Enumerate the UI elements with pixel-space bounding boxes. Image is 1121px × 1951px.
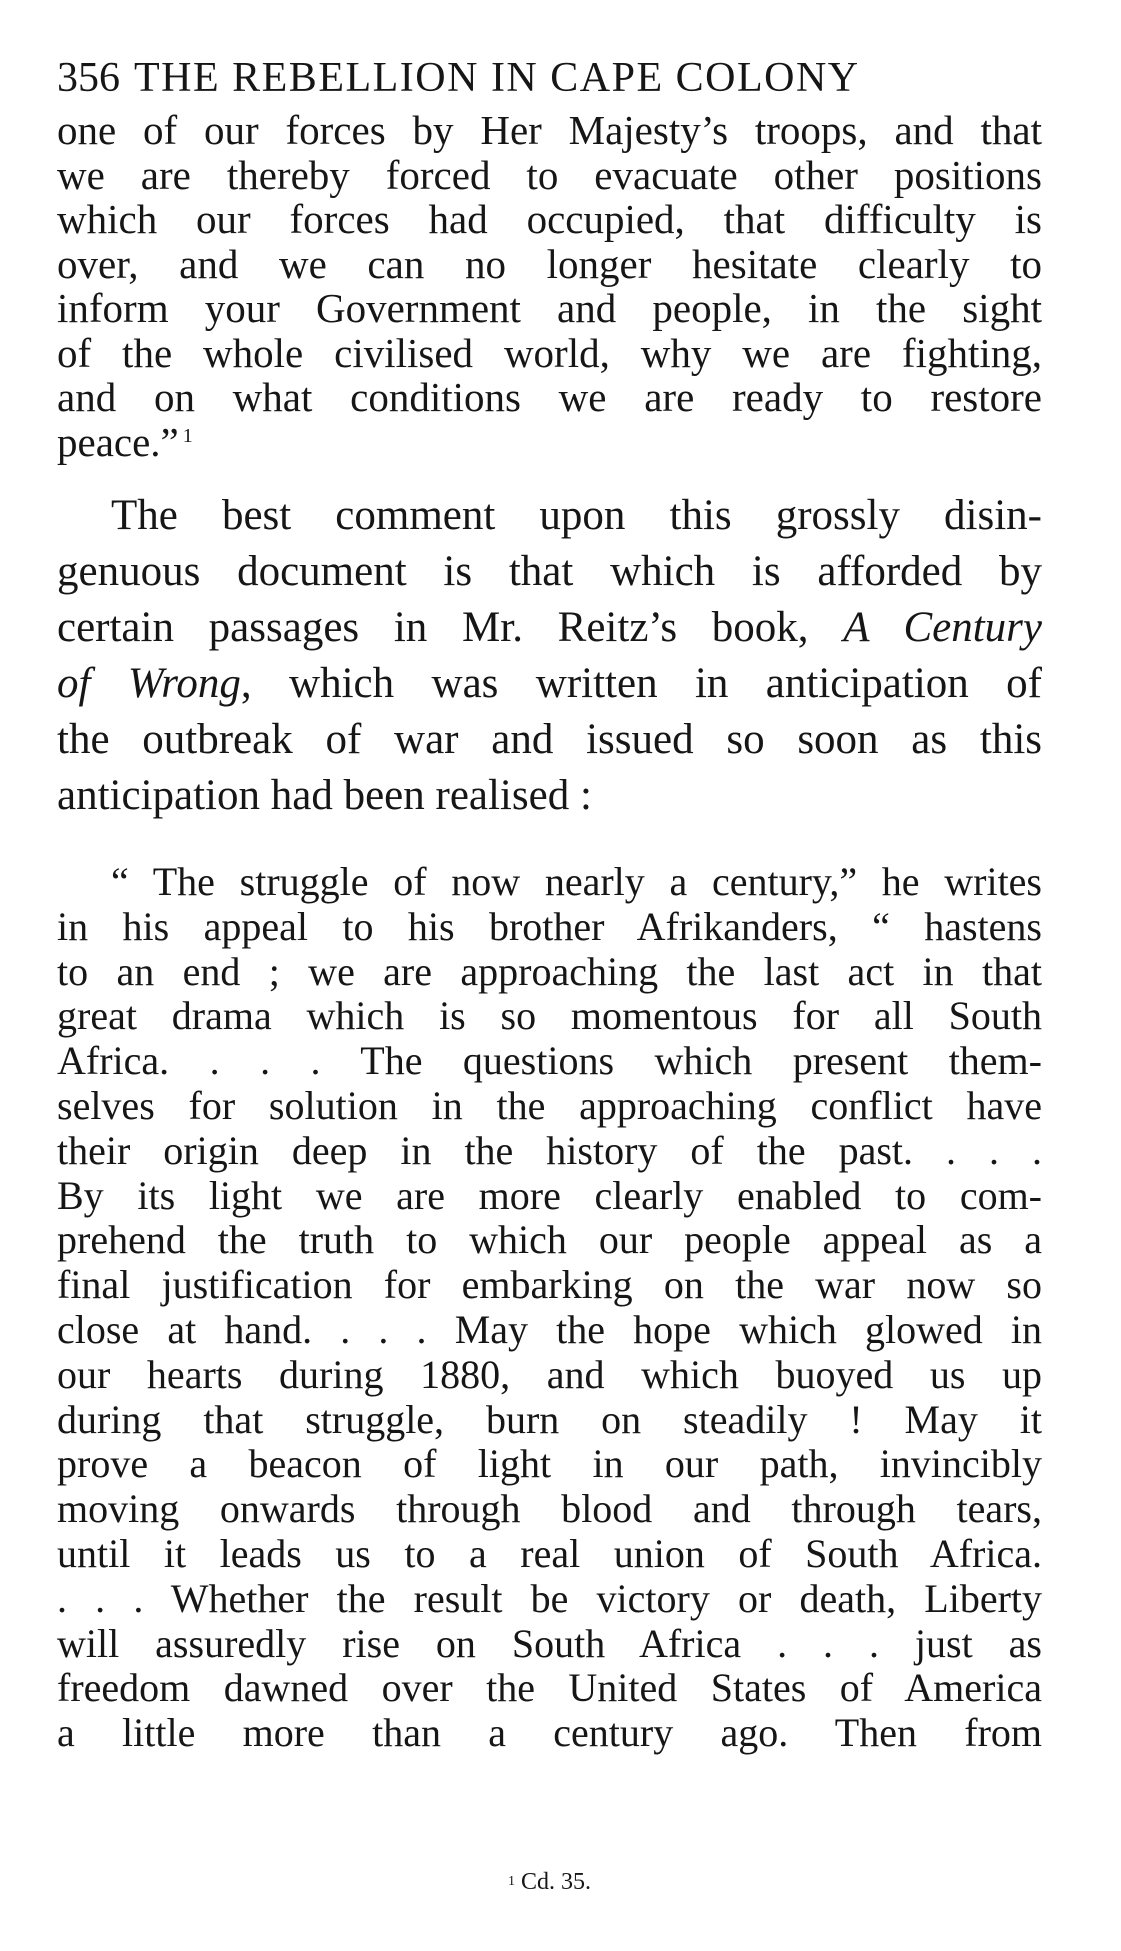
text-line: final justification for embarking on the war now so bbox=[57, 1262, 1042, 1308]
text-line: during that struggle, burn on steadily ! May it bbox=[57, 1396, 1042, 1442]
footnote-reference-mark: 1 bbox=[182, 424, 193, 447]
text-line-last: anticipation had been realised : bbox=[57, 772, 592, 819]
text-line: freedom dawned over the United States of America bbox=[57, 1665, 1042, 1711]
footnote bbox=[57, 1867, 1042, 1897]
text-line-last bbox=[57, 420, 1042, 465]
text-line: By its light we are more clearly enabled to com- bbox=[57, 1172, 1042, 1218]
quote-end-text: peace.” bbox=[57, 418, 179, 465]
paragraph-continued-quote bbox=[57, 108, 1042, 464]
book-title-italic: A Century bbox=[843, 604, 1042, 651]
text-line: The best comment upon this grossly disin- bbox=[111, 492, 1042, 539]
text-line: prove a beacon of light in our path, invincibly bbox=[57, 1441, 1042, 1487]
text-line bbox=[57, 600, 1042, 656]
running-title: THE REBELLION IN CAPE COLONY bbox=[134, 55, 860, 101]
text-line: over, and we can no longer hesitate clearly to bbox=[57, 240, 1042, 287]
text-line: genuous document is that which is afforded by bbox=[57, 548, 1042, 595]
running-header bbox=[57, 52, 1042, 104]
text-line: to an end ; we are approaching the last act in that bbox=[57, 948, 1042, 994]
text-line: Africa. . . . The questions which present them- bbox=[57, 1038, 1042, 1084]
text-line: . . . Whether the result be victory or death, Liberty bbox=[57, 1575, 1042, 1621]
text-line: their origin deep in the history of the past. . . . bbox=[57, 1127, 1042, 1173]
text-segment: certain passages in Mr. Reitz’s book, bbox=[57, 604, 844, 651]
text-line: in his appeal to his brother Afrikanders, “ hastens bbox=[57, 903, 1042, 949]
footnote-mark: 1 bbox=[507, 1874, 515, 1889]
text-line: and on what conditions we are ready to restore bbox=[57, 374, 1042, 420]
text-line: our hearts during 1880, and which buoyed us up bbox=[57, 1351, 1042, 1397]
book-page bbox=[57, 52, 1042, 1895]
text-line: selves for solution in the approaching conflict have bbox=[57, 1082, 1042, 1128]
text-line: a little more than a century ago. Then from bbox=[57, 1710, 1042, 1756]
text-line: moving onwards through blood and through tears, bbox=[57, 1486, 1042, 1532]
text-line bbox=[57, 656, 1042, 712]
text-line: one of our forces by Her Majesty’s troops, and that bbox=[57, 107, 1042, 153]
book-title-italic: of Wrong bbox=[57, 660, 241, 707]
text-line: close at hand. . . . May the hope which glowed in bbox=[57, 1306, 1042, 1352]
text-line: great drama which is so momentous for all South bbox=[57, 993, 1042, 1039]
text-line: which our forces had occupied, that difficulty is bbox=[57, 196, 1042, 242]
text-line: the outbreak of war and issued so soon as this bbox=[57, 716, 1042, 763]
text-line: inform your Government and people, in the sight bbox=[57, 285, 1042, 331]
page-number: 356 bbox=[57, 55, 120, 101]
text-segment: , which was written in anticipation of bbox=[240, 660, 1042, 707]
text-line: prehend the truth to which our people appeal as a bbox=[57, 1217, 1042, 1263]
text-line: until it leads us to a real union of South Africa. bbox=[57, 1530, 1042, 1576]
paragraph-reitz-quotation bbox=[57, 860, 1042, 1756]
text-line: of the whole civilised world, why we are fighting, bbox=[57, 329, 1042, 376]
text-line: will assuredly rise on South Africa . . . just as bbox=[57, 1620, 1042, 1666]
footnote-text: Cd. 35. bbox=[520, 1869, 591, 1895]
text-line: “ The struggle of now nearly a century,” he writes bbox=[111, 859, 1042, 904]
paragraph-comment bbox=[57, 488, 1042, 824]
text-line: we are thereby forced to evacuate other positions bbox=[57, 151, 1042, 198]
